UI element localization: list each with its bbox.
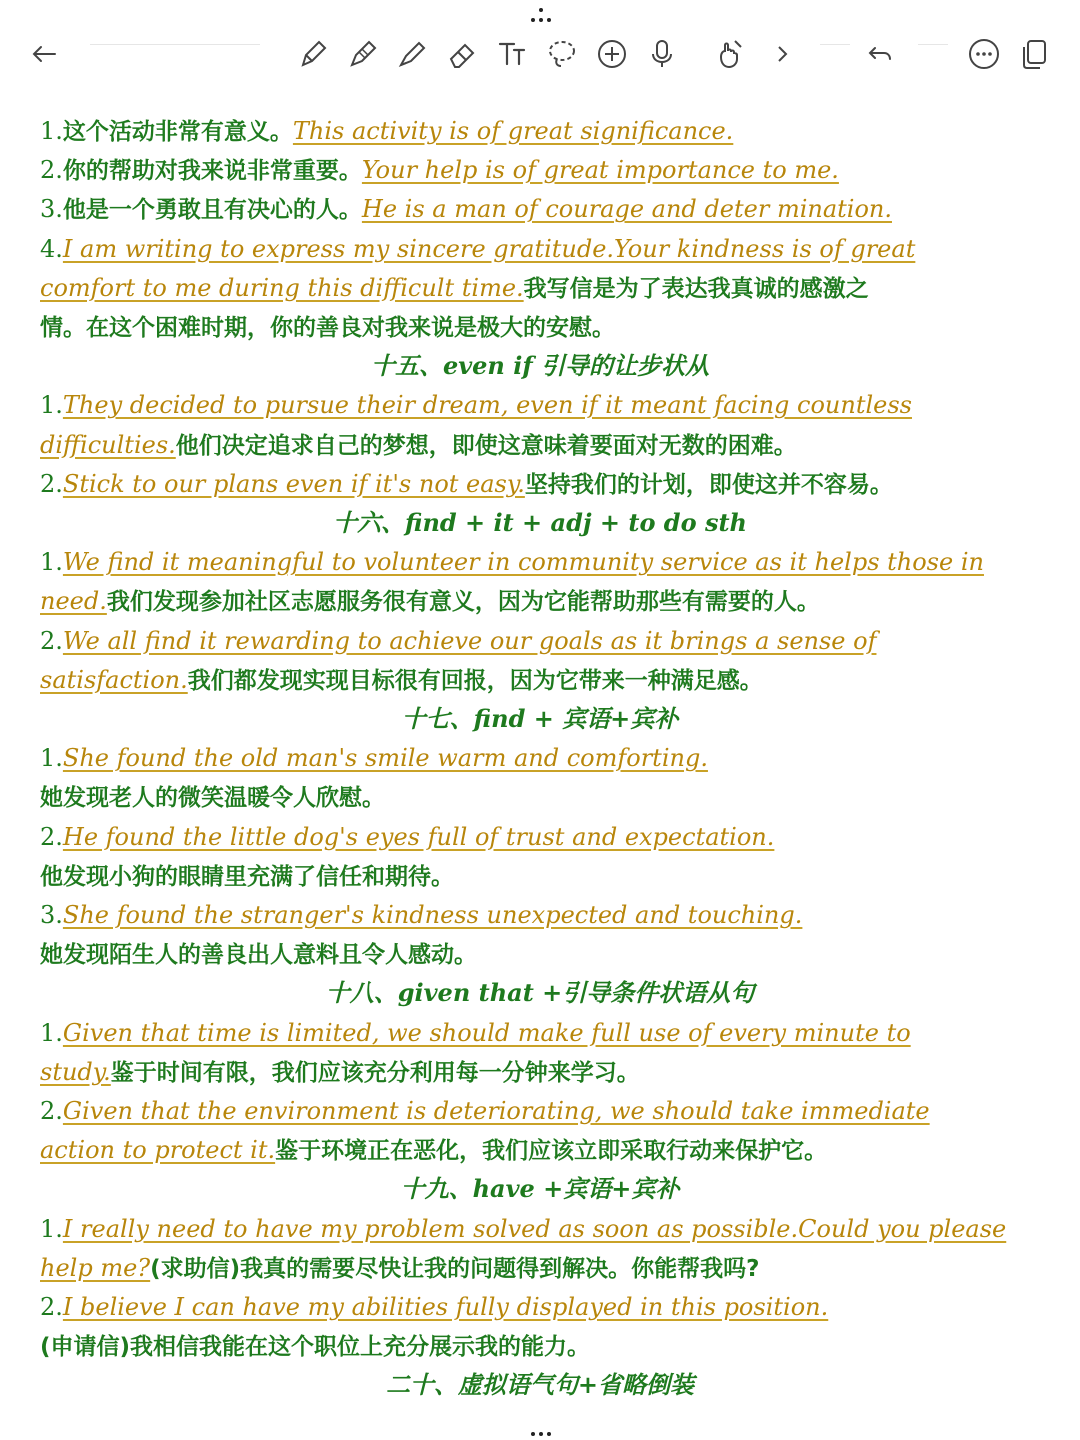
add-icon[interactable]	[592, 34, 632, 74]
line-number: 1.	[40, 391, 63, 420]
note-line	[40, 308, 1040, 346]
section-heading	[0, 974, 1080, 1012]
section-heading-text: 二十、虚拟语气句+省略倒装	[385, 1370, 695, 1400]
note-line	[40, 818, 1040, 856]
line-number: 1.	[40, 744, 63, 773]
note-line	[40, 269, 1040, 307]
line-number: 2.	[40, 1097, 63, 1125]
english-text: Given that time is limited, we should make full use of every minute to	[62, 1018, 911, 1047]
note-line	[40, 582, 1040, 620]
note-line	[40, 465, 1040, 503]
chinese-translation: 我们都发现实现目标很有回报，因为它带来一种满足感。	[187, 667, 763, 694]
chinese-translation: 我们发现参加社区志愿服务很有意义，因为它能帮助那些有需要的人。	[106, 589, 820, 616]
note-line	[40, 1014, 1040, 1052]
lasso-icon[interactable]	[542, 34, 582, 74]
chinese-translation: 坚持我们的计划，即使这并不容易。	[524, 471, 893, 498]
section-heading	[0, 1170, 1080, 1208]
note-line	[40, 1288, 1040, 1326]
english-text: He found the little dog's eyes full of trust and expectation.	[62, 822, 775, 851]
english-text: I am writing to express my sincere gratitude.Your kindness is of great	[62, 234, 916, 263]
line-number: 3.	[40, 901, 63, 929]
note-line	[40, 1092, 1040, 1130]
section-heading-text: 十六、find + it + adj + to do sth	[333, 508, 747, 537]
line-number: 4.	[40, 234, 63, 263]
english-text: Stick to our plans even if it's not easy.	[62, 469, 525, 498]
line-number: 1.	[40, 1018, 63, 1047]
english-text: help me?	[40, 1253, 151, 1282]
line-number: 2.	[40, 822, 63, 851]
note-line	[40, 1210, 1040, 1248]
english-text: study.	[40, 1057, 111, 1086]
english-text: I believe I can have my abilities fully displayed in this position.	[62, 1293, 829, 1321]
english-text: Your help is of great importance to me.	[361, 156, 839, 185]
english-text: I really need to have my problem solved as soon as possible.Could you please	[62, 1214, 1007, 1243]
text-tool-icon[interactable]	[492, 34, 532, 74]
note-line	[40, 543, 1040, 581]
note-line	[40, 857, 1040, 895]
english-text: satisfaction.	[40, 665, 188, 694]
english-text: action to protect it.	[40, 1136, 276, 1165]
note-page[interactable]	[0, 100, 1080, 1440]
back-arrow-icon[interactable]	[24, 34, 64, 74]
chinese-translation: 她发现老人的微笑温暖令人欣慰。	[40, 785, 385, 812]
english-text: Given that the environment is deteriorating, we should take immediate	[62, 1097, 930, 1125]
english-text: She found the stranger's kindness unexpected and touching.	[62, 901, 803, 929]
section-heading-text: 十七、find + 宾语+宾补	[401, 704, 679, 733]
line-number: 2.	[40, 1293, 63, 1321]
note-line	[40, 386, 1040, 424]
note-line	[40, 1131, 1040, 1169]
line-number: 3.	[40, 195, 63, 224]
chinese-translation: 情。在这个困难时期，你的善良对我来说是极大的安慰。	[40, 315, 615, 341]
pen-icon[interactable]	[292, 34, 332, 74]
section-heading-text: 十九、have +宾语+宾补	[400, 1174, 680, 1204]
chinese-translation: 鉴于时间有限，我们应该充分利用每一分钟来学习。	[110, 1059, 640, 1086]
english-text: She found the old man's smile warm and comforting.	[62, 744, 708, 773]
section-heading	[0, 1366, 1080, 1404]
chinese-text: 他是一个勇敢且有决心的人。	[62, 197, 362, 224]
note-line	[40, 230, 1040, 268]
english-text: need.	[40, 587, 107, 616]
note-line	[40, 1327, 1040, 1365]
note-line	[40, 896, 1040, 934]
section-heading-text: 十五、even if 引导的让步状从	[370, 351, 710, 381]
line-number: 2.	[40, 626, 63, 655]
note-line	[40, 661, 1040, 699]
chevron-right-icon[interactable]	[762, 34, 802, 74]
window-grip-icon[interactable]	[528, 8, 554, 24]
note-line	[40, 112, 1040, 150]
line-number: 2.	[40, 156, 63, 185]
chinese-translation: (求助信)我真的需要尽快让我的问题得到解决。你能帮我吗?	[150, 1255, 760, 1282]
chinese-translation: 我写信是为了表达我真诚的感激之	[523, 275, 869, 302]
hand-pen-icon[interactable]	[710, 34, 750, 74]
line-number: 1.	[40, 548, 63, 577]
chinese-text: 这个活动非常有意义。	[62, 119, 293, 145]
undo-icon[interactable]	[860, 34, 900, 74]
toolbar-divider	[820, 44, 850, 45]
english-text: We all find it rewarding to achieve our goals as it brings a sense of	[62, 626, 877, 655]
section-heading	[0, 504, 1080, 542]
note-line	[40, 935, 1040, 973]
note-line	[40, 622, 1040, 660]
english-text: This activity is of great significance.	[292, 117, 734, 145]
section-heading-text: 十八、given that +引导条件状语从句	[325, 978, 755, 1008]
line-number: 1.	[40, 117, 63, 145]
english-text: comfort to me during this difficult time.	[40, 273, 524, 302]
toolbar-divider	[918, 44, 948, 45]
page-end-grip-icon	[528, 1430, 554, 1438]
marker-icon[interactable]	[392, 34, 432, 74]
chinese-text: 你的帮助对我来说非常重要。	[62, 158, 362, 185]
toolbar	[0, 0, 1080, 100]
toolbar-divider	[90, 44, 260, 45]
chinese-translation: 她发现陌生人的善良出人意料且令人感动。	[40, 942, 477, 969]
eraser-icon[interactable]	[442, 34, 482, 74]
highlighter-icon[interactable]	[342, 34, 382, 74]
note-line	[40, 151, 1040, 189]
english-text: They decided to pursue their dream, even if it meant facing countless	[62, 391, 912, 420]
line-number: 1.	[40, 1214, 63, 1243]
section-heading	[0, 347, 1080, 385]
note-line	[40, 426, 1040, 464]
microphone-icon[interactable]	[642, 34, 682, 74]
more-icon[interactable]	[964, 34, 1004, 74]
section-heading	[0, 700, 1080, 738]
english-text: We find it meaningful to volunteer in community service as it helps those in	[62, 548, 984, 577]
note-line	[40, 1053, 1040, 1091]
chinese-translation: 他们决定追求自己的梦想，即使这意味着要面对无数的困难。	[175, 432, 797, 459]
english-text: He is a man of courage and deter mination.	[361, 195, 892, 224]
note-line	[40, 190, 1040, 228]
note-line	[40, 1249, 1040, 1287]
chinese-translation: 他发现小狗的眼睛里充满了信任和期待。	[40, 863, 454, 890]
chinese-translation: (申请信)我相信我能在这个职位上充分展示我的能力。	[40, 1334, 591, 1361]
english-text: difficulties.	[40, 430, 176, 459]
pages-icon[interactable]	[1014, 34, 1054, 74]
chinese-translation: 鉴于环境正在恶化，我们应该立即采取行动来保护它。	[275, 1138, 828, 1165]
note-line	[40, 778, 1040, 816]
note-line	[40, 739, 1040, 777]
line-number: 2.	[40, 469, 63, 498]
